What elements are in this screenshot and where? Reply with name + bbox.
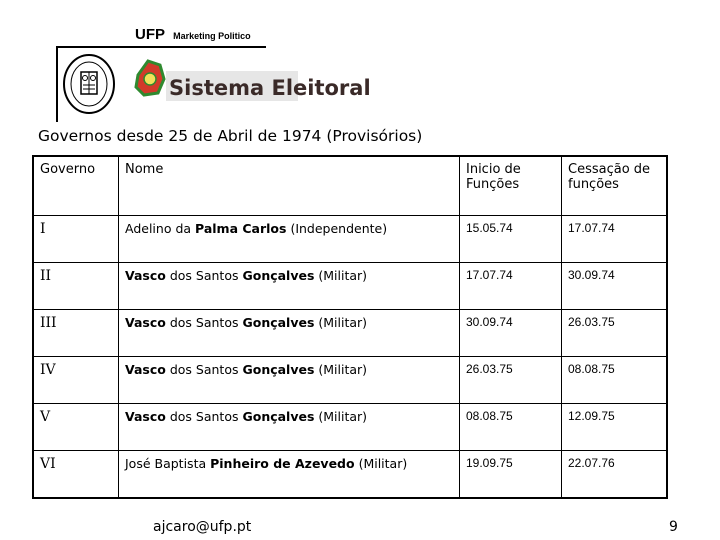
governments-table (32, 155, 668, 499)
governo-number: III (33, 310, 119, 357)
governo-number: II (33, 263, 119, 310)
page-subtitle: Governos desde 25 de Abril de 1974 (Provisórios) (38, 127, 423, 145)
left-rule (56, 46, 58, 122)
sistema-eleitoral-logo (132, 57, 371, 109)
table-row (33, 451, 667, 499)
table-row (33, 357, 667, 404)
table-row (33, 310, 667, 357)
header-title (135, 24, 251, 43)
governo-number: VI (33, 451, 119, 499)
start-date: 15.05.74 (460, 216, 562, 263)
table-row (33, 263, 667, 310)
start-date: 30.09.74 (460, 310, 562, 357)
end-date: 08.08.75 (562, 357, 668, 404)
end-date: 12.09.75 (562, 404, 668, 451)
governo-name: Adelino da Palma Carlos (Independente) (119, 216, 460, 263)
col-header-governo: Governo (33, 156, 119, 216)
governo-name: Vasco dos Santos Gonçalves (Militar) (119, 310, 460, 357)
end-date: 30.09.74 (562, 263, 668, 310)
start-date: 17.07.74 (460, 263, 562, 310)
governo-name: José Baptista Pinheiro de Azevedo (Militar) (119, 451, 460, 499)
start-date: 19.09.75 (460, 451, 562, 499)
logo-text: Sistema Eleitoral (169, 76, 371, 100)
col-header-cessacao: Cessação de funções (562, 156, 668, 216)
university-seal-icon (60, 52, 118, 116)
page-number: 9 (669, 519, 678, 535)
brand-subtitle: Marketing Politico (173, 31, 251, 41)
governo-name: Vasco dos Santos Gonçalves (Militar) (119, 263, 460, 310)
governo-number: IV (33, 357, 119, 404)
end-date: 22.07.76 (562, 451, 668, 499)
governo-number: V (33, 404, 119, 451)
governo-name: Vasco dos Santos Gonçalves (Militar) (119, 357, 460, 404)
footer-email: ajcaro@ufp.pt (153, 519, 252, 535)
end-date: 17.07.74 (562, 216, 668, 263)
start-date: 26.03.75 (460, 357, 562, 404)
start-date: 08.08.75 (460, 404, 562, 451)
table-row (33, 216, 667, 263)
governo-name: Vasco dos Santos Gonçalves (Militar) (119, 404, 460, 451)
governo-number: I (33, 216, 119, 263)
col-header-inicio: Inicio de Funções (460, 156, 562, 216)
end-date: 26.03.75 (562, 310, 668, 357)
header-divider (56, 46, 266, 48)
brand-name: UFP (135, 26, 165, 43)
col-header-nome: Nome (119, 156, 460, 216)
table-header-row (33, 156, 667, 216)
table-row (33, 404, 667, 451)
